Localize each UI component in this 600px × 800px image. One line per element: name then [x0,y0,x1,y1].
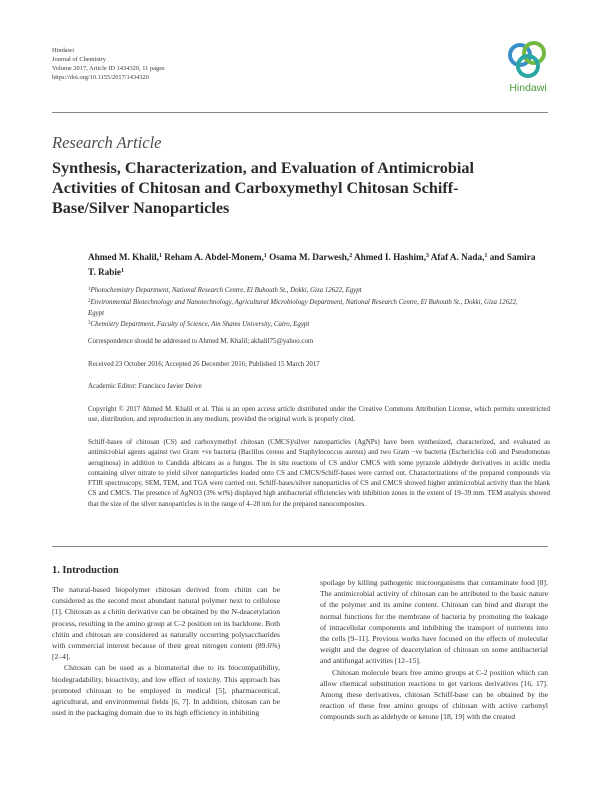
article-dates: Received 23 October 2016; Accepted 26 December 2016; Published 15 March 2017 [88,361,320,368]
affiliation-text: Environmental Biotechnology and Nanotechnology, Agricultural Microbiology Department, National Research Centre, El Buhouth St., Dokki, Giza 12622, Egypt [88,298,518,317]
author-affiliation-mark: 1 [484,253,488,259]
author-name: Reham A. Abdel-Monem, [164,252,264,262]
affiliation-text: Photochemistry Department, National Research Centre, El Buhouth St., Dokki, Giza 12622, Egypt [90,287,362,294]
body-paragraph: The natural-based biopolymer chitosan derived from chitin can be considered as the second most abundant natural polymer next to cellulose [1]. Chitosan as a chitin derivative can be obtained by the N-deacetylation process, resulting in the amino group at C-2 position on its backbone. Both chitin and chitosan are considered as naturally occurring polysaccharides with commercial interest because of their great nitrogen content (89.6%) [2–4]. [52,585,280,662]
affiliation-list [88,285,518,331]
copyright-notice: Copyright © 2017 Ahmed M. Khalil et al. This is an open access article distributed under the Creative Commons Attribution License, which permits unrestricted use, distribution, and reproduction in any medium, provided the original work is properly cited. [88,405,550,424]
author-affiliation-mark: 3 [426,253,429,259]
hindawi-logo [502,40,554,104]
journal-name: Journal of Chemistry [52,56,106,63]
author-name: Osama M. Darwesh, [269,252,350,262]
article-type: Research Article [52,133,162,152]
journal-header [52,46,165,82]
affiliation-text: Chemistry Department, Faculty of Science, Ain Shams University, Cairo, Egypt [90,321,310,329]
author-name: Ahmed I. Hashim, [354,252,426,262]
author-name: Afaf A. Nada, [430,252,485,262]
hindawi-logo-icon [506,40,550,80]
intro-left-column [52,584,280,718]
doi-link[interactable]: https://doi.org/10.1155/2017/1434320 [52,74,149,81]
hindawi-logo-text: Hindawi [509,82,547,94]
intro-right-column [320,577,548,723]
author-affiliation-mark: 1 [158,253,162,259]
abstract: Schiff-bases of chitosan (CS) and carboxymethyl chitosan (CMCS)/silver nanoparticles (AgNPs) have been synthesized, characterized, and evaluated as antimicrobial agents against two Gram +ve bacteria (Bacillus cereus and Staphylococcus aureus) and two Gram −ve bacteria (Escherichia coli and Pseudomonas aeruginosa) in addition to Candida albicans as a fungus. The in situ reactions of CS and/or CMCS with some pyrazole aldehyde derivatives in acidic media containing silver nitrate to yield silver nanoparticles loaded onto CS and CMCS/Schiff-bases were carried out. Characterizations of the prepared compounds via FTIR spectroscopy, SEM, TEM, and TGA were carried out. Schiff-bases/silver nanoparticles of CS and CMCS showed higher antimicrobial activity than the blank CS and CMCS. The presence of AgNO3 (3% wt%) displayed high antibacterial efficiencies with inhibition zones in the extent of 19–39 mm. TEM analysis showed that the size of the silver nanoparticles is in the range of 4–28 nm for the prepared nanocomposites. [88,438,550,508]
academic-editor: Academic Editor: Francisco Javier Deive [88,383,202,390]
author-list: Ahmed M. Khalil,$^1$ Reham A. Abdel-Monem,$^1$ Osama M. Darwesh,$^2$ Ahmed I. Hashim,$^3$ Afaf A. Nada,$^1$ and Samira T. Rabie$^1$ [88,252,536,277]
author-affiliation-mark: 1 [121,267,125,274]
body-paragraph: spoilage by killing pathogenic microorganisms that contaminate food [8]. The antimicrobial activity of chitosan can be attributed to the basic nature of the polymer and its amine content. Chitosan can bind and disrupt the normal functions for the membrane of bacteria by promoting the leakage of intracellular components and inhibiting the transport of nutrients into the cells [9–11]. Previous works have focused on the effects of molecular weight and the degree of deacetylation of chitosan on some antibacterial and antifungal activities [12–15]. [320,578,548,666]
body-paragraph: Chitosan can be used as a biomaterial due to its biocompatibility, biodegradability, bioactivity, and low effect of toxicity. This approach has promoted chitosan to be employed in medical [5], pharmaceutical, agricultural, and environmental fields [6, 7]. In addition, chitosan can be used in the packaging domain due to its high efficiency in inhibiting [52,663,280,718]
affiliation-mark: 3 [88,321,91,327]
section-heading: 1. Introduction [52,565,119,576]
publisher-name: Hindawi [52,47,75,54]
affiliation [88,319,518,331]
affiliation [88,297,518,320]
volume-line: Volume 2017, Article ID 1434320, 11 pages [52,65,165,72]
article-title: Synthesis, Characterization, and Evaluation of Antimicrobial Activities of Chitosan and Carboxymethyl Chitosan Schiff-Base/Silver Nanoparticles [52,159,474,217]
author-name: Samira T. Rabie [88,252,536,277]
affiliation-mark: 2 [88,298,91,304]
affiliation-mark: 1 [88,287,91,292]
author-name: Ahmed M. Khalil, [88,252,159,262]
correspondence: Correspondence should be addressed to Ahmed M. Khalil; akhalil75@yahoo.com [88,338,314,345]
author-affiliation-mark: 1 [263,253,267,259]
affiliation [88,285,518,297]
body-paragraph: Chitosan molecule bears free amino groups at C-2 position which can allow chemical substitution reactions to get various derivatives [16, 17]. Among these derivatives, chitosan Schiff-base can be obtained by the reaction of these free amino groups of chitosan with active carbonyl compounds such as aldehyde or ketone [18, 19] with the created [320,667,548,722]
author-affiliation-mark: 2 [349,253,353,259]
header-divider [52,112,548,113]
abstract-divider [52,546,548,547]
